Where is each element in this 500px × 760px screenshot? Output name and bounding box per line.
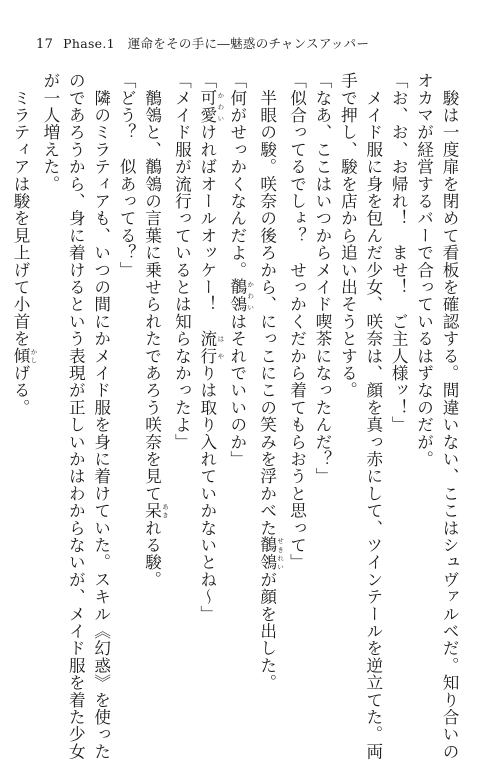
text-segment: 半眼の駿。咲奈の後ろから、にっこにこの笑みを浮かべた bbox=[257, 72, 277, 537]
ruby-word bbox=[227, 278, 255, 313]
ruby-base: 鶺鴒 bbox=[257, 536, 277, 571]
text-segment: ければオールオッケー！ bbox=[197, 123, 217, 331]
text-segment: 「なあ、ここはいつからメイド喫茶になったんだ？」 bbox=[312, 72, 332, 485]
text-line bbox=[139, 72, 169, 682]
text-line bbox=[88, 72, 113, 760]
ruby-word bbox=[197, 330, 225, 365]
ruby-base: 鶺鴒 bbox=[227, 278, 247, 313]
ruby-word bbox=[142, 502, 170, 520]
text-line bbox=[437, 72, 462, 760]
ruby-base: 可愛 bbox=[197, 89, 217, 124]
ruby-reading: はや bbox=[216, 330, 225, 365]
text-segment: りは取り入れていかないとね～」 bbox=[197, 364, 217, 623]
text-line bbox=[8, 72, 38, 682]
text-line bbox=[335, 72, 360, 682]
text-segment: 駿は一度扉を閉めて看板を確認する。間違いない、ここはシュヴァルベだ。知り合いの bbox=[440, 72, 459, 760]
text-segment: 「何がせっかくなんだよ。 bbox=[227, 72, 247, 279]
text-segment: ミラティアは駿を見上げて小首を bbox=[11, 72, 30, 348]
ruby-base: 傾 bbox=[11, 347, 30, 365]
text-segment: 「お、お、お帰れ！ ませ！ ご主人様ッ！」 bbox=[389, 72, 409, 434]
text-segment: げる。 bbox=[11, 364, 30, 417]
running-header bbox=[36, 34, 369, 52]
ruby-base: 流行 bbox=[197, 330, 217, 365]
text-segment: 手で押し、駿を店から追い出そうとする。 bbox=[338, 72, 358, 399]
running-title: Phase.1 運命をその手に―魅惑のチャンスアッパー bbox=[63, 36, 370, 51]
text-line bbox=[224, 72, 254, 682]
text-line bbox=[114, 72, 139, 682]
text-segment: が顔を出した。 bbox=[257, 570, 277, 692]
ruby-reading: せきれい bbox=[276, 536, 285, 571]
ruby-word bbox=[197, 89, 225, 124]
text-line bbox=[254, 72, 285, 692]
text-segment: はそれでいいのか」 bbox=[227, 312, 247, 468]
vertical-body-text bbox=[11, 72, 462, 760]
ruby-reading: かわい bbox=[246, 278, 255, 313]
text-segment: 隣のミラティアも、いつの間にかメイド服を身に着けていた。スキル《幻惑》を使った bbox=[91, 72, 111, 760]
page-number: 17 bbox=[36, 37, 54, 52]
text-segment: メイド服に身を包んだ少女、咲奈は、顔を真っ赤にして、ツインテールを逆立てた。両 bbox=[363, 72, 383, 760]
ruby-word bbox=[257, 536, 285, 571]
text-segment: 「どう？ 似あってる？」 bbox=[117, 72, 137, 279]
text-segment: れる駿。 bbox=[142, 519, 162, 589]
ruby-reading: あき bbox=[161, 502, 170, 520]
text-line bbox=[38, 72, 63, 682]
ruby-reading: かし bbox=[29, 347, 38, 365]
text-line bbox=[310, 72, 335, 682]
ruby-reading: かわい bbox=[216, 89, 225, 124]
text-line bbox=[63, 72, 88, 760]
text-segment: 「似合ってるでしょ？ せっかくだから着てもらおうと思って」 bbox=[287, 72, 307, 571]
text-segment: 「 bbox=[197, 72, 217, 90]
text-line bbox=[169, 72, 194, 682]
text-segment: 鶺鴒と、鶺鴒の言葉に乗せられたであろう咲奈を見て bbox=[142, 72, 162, 502]
text-line bbox=[386, 72, 411, 682]
text-line bbox=[284, 72, 309, 682]
text-line bbox=[194, 72, 224, 682]
text-segment: のであろうから、身に着けるという表現が正しいかはわからないが、メイド服を着た少女 bbox=[66, 72, 86, 760]
text-line bbox=[411, 72, 436, 682]
text-line bbox=[360, 72, 385, 760]
ruby-base: 呆 bbox=[142, 502, 162, 520]
text-segment: 「メイド服が流行っているとは知らなかったよ」 bbox=[172, 72, 192, 451]
text-segment: が一人増えた。 bbox=[40, 72, 60, 193]
ruby-word bbox=[11, 347, 38, 365]
text-segment: オカマが経営するバーで合っているはずなのだが。 bbox=[414, 72, 434, 468]
